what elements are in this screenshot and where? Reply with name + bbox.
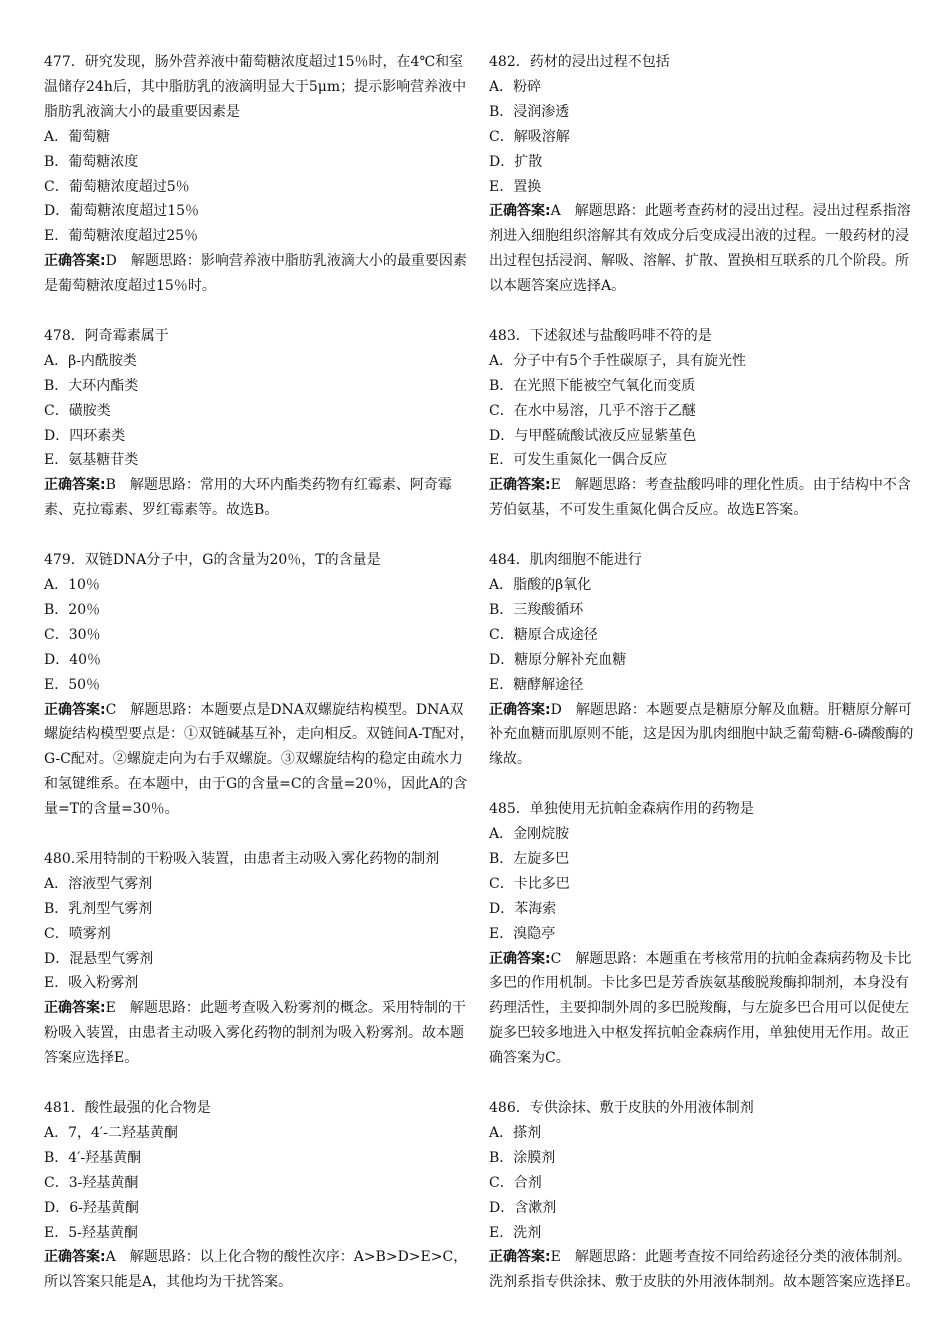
- option-d: D．扩散: [489, 153, 543, 170]
- option-e: E．5-羟基黄酮: [44, 1224, 138, 1241]
- option-e: E．葡萄糖浓度超过25％: [44, 228, 199, 245]
- option-e: E．溴隐亭: [489, 925, 556, 942]
- answer-explanation: [489, 947, 921, 1072]
- question-stem: 485．单独使用无抗帕金森病作用的药物是: [489, 801, 754, 818]
- answer-label: 正确答案:: [489, 1249, 551, 1266]
- option-a: A．金刚烷胺: [489, 826, 570, 843]
- question-stem: 477．研究发现，肠外营养液中葡萄糖浓度超过15％时，在4℃和室温储存24h后，其中脂肪乳的液滴明显大于5μm；提示影响营养液中脂肪乳液滴大小的最重要因素是: [44, 54, 467, 120]
- option-a: A．葡萄糖: [44, 128, 111, 145]
- answer-explanation: [489, 473, 921, 523]
- right-column: [489, 50, 921, 1295]
- answer-explanation: [489, 1245, 921, 1295]
- option-c: C．喷雾剂: [44, 925, 111, 942]
- answer-text: A 解题思路：以上化合物的酸性次序：A>B>D>E>C，所以答案只能是A，其他均为干扰答案。: [44, 1249, 468, 1291]
- question-479: [44, 548, 476, 822]
- option-c: C．3-羟基黄酮: [44, 1174, 139, 1191]
- answer-label: 正确答案:: [44, 701, 106, 718]
- option-b: B．三羧酸循环: [489, 601, 584, 618]
- option-b: B．在光照下能被空气氧化而变质: [489, 377, 696, 394]
- answer-label: 正确答案:: [489, 701, 551, 718]
- option-d: D．与甲醛硫酸试液反应显紫堇色: [489, 427, 697, 444]
- option-b: B．葡萄糖浓度: [44, 153, 139, 170]
- question-stem: 483．下述叙述与盐酸吗啡不符的是: [489, 327, 712, 344]
- option-b: B．涂膜剂: [489, 1149, 556, 1166]
- option-c: C．30％: [44, 626, 101, 643]
- option-e: E．氨基糖苷类: [44, 452, 139, 469]
- question-stem: 486．专供涂抹、敷于皮肤的外用液体制剂: [489, 1100, 754, 1116]
- option-a: A．β-内酰胺类: [44, 352, 137, 369]
- question-486: [489, 1096, 921, 1295]
- option-a: A．7，4′-二羟基黄酮: [44, 1124, 178, 1141]
- answer-explanation: [44, 996, 476, 1071]
- question-478: [44, 324, 476, 523]
- question-477: [44, 50, 476, 299]
- option-a: A．搽剂: [489, 1124, 542, 1141]
- option-d: D．40％: [44, 651, 102, 668]
- option-d: D．糖原分解补充血糖: [489, 651, 627, 668]
- answer-label: 正确答案:: [44, 253, 106, 270]
- option-b: B．乳剂型气雾剂: [44, 900, 153, 917]
- option-c: C．葡萄糖浓度超过5％: [44, 178, 190, 195]
- option-c: C．磺胺类: [44, 402, 111, 419]
- question-stem: 480.采用特制的干粉吸入装置，由患者主动吸入雾化药物的制剂: [44, 850, 440, 867]
- option-d: D．6-羟基黄酮: [44, 1199, 139, 1216]
- question-483: [489, 324, 921, 523]
- option-a: A．脂酸的β氧化: [489, 577, 592, 593]
- option-c: C．在水中易溶，几乎不溶于乙醚: [489, 402, 696, 419]
- answer-text: D 解题思路：影响营养液中脂肪乳液滴大小的最重要因素是葡萄糖浓度超过15％时。: [44, 253, 467, 295]
- option-c: C．糖原合成途径: [489, 626, 598, 643]
- answer-text: C 解题思路：本题要点是DNA双螺旋结构模型。DNA双螺旋结构模型要点是：①双链碱基互补，走向相反。双链间A-T配对，G-C配对。②螺旋走向为右手双螺旋。③双螺旋结构的稳定由疏水力和氢键维系。在本题中，由于G的含量=C的含量=20％，因此A的含量=T的含量=30％。: [44, 701, 474, 818]
- option-a: A．粉碎: [489, 78, 542, 95]
- option-e: E．糖酵解途径: [489, 676, 584, 693]
- answer-label: 正确答案:: [44, 1000, 106, 1017]
- question-stem: 479．双链DNA分子中，G的含量为20％，T的含量是: [44, 552, 381, 569]
- question-stem: 482．药材的浸出过程不包括: [489, 54, 670, 70]
- answer-label: 正确答案:: [44, 477, 106, 494]
- answer-explanation: [44, 249, 476, 299]
- option-c: C．合剂: [489, 1174, 542, 1191]
- option-c: C．卡比多巴: [489, 875, 570, 892]
- option-c: C．解吸溶解: [489, 128, 570, 145]
- answer-explanation: [489, 199, 921, 299]
- option-d: D．四环素类: [44, 427, 126, 444]
- option-e: E．50％: [44, 676, 101, 693]
- answer-label: 正确答案:: [489, 950, 551, 967]
- option-e: E．可发生重氮化一偶合反应: [489, 452, 668, 469]
- question-480: [44, 847, 476, 1071]
- option-d: D．苯海索: [489, 900, 557, 917]
- question-485: [489, 797, 921, 1071]
- option-b: B．左旋多巴: [489, 850, 570, 867]
- answer-label: 正确答案:: [44, 1249, 106, 1266]
- option-e: E．置换: [489, 178, 542, 195]
- answer-explanation: [44, 1245, 476, 1295]
- left-column: [44, 50, 476, 1295]
- answer-label: 正确答案:: [489, 477, 551, 494]
- option-b: B．浸润渗透: [489, 103, 570, 120]
- answer-label: 正确答案:: [489, 203, 551, 220]
- answer-text: A 解题思路：此题考查药材的浸出过程。浸出过程系指溶剂进入细胞组织溶解其有效成分后变成浸出液的过程。一般药材的浸出过程包括浸润、解吸、溶解、扩散、置换相互联系的几个阶段。所以本题答案应选择A。: [489, 203, 911, 295]
- option-a: A．10％: [44, 577, 100, 593]
- answer-text: E 解题思路：此题考查按不同给药途径分类的液体制剂。洗剂系指专供涂抹、敷于皮肤的外用液体制剂。故本题答案应选择E。: [489, 1249, 920, 1291]
- option-a: A．溶液型气雾剂: [44, 875, 153, 892]
- option-b: B．20％: [44, 601, 101, 618]
- option-d: D．混悬型气雾剂: [44, 950, 154, 967]
- answer-text: D 解题思路：本题要点是糖原分解及血糖。肝糖原分解可补充血糖而肌原则不能，这是因为肌肉细胞中缺乏葡萄糖-6-磷酸酶的缘故。: [489, 701, 914, 768]
- option-a: A．分子中有5个手性碳原子，具有旋光性: [489, 352, 747, 369]
- answer-explanation: [44, 698, 476, 823]
- question-482: [489, 50, 921, 299]
- question-481: [44, 1096, 476, 1295]
- question-stem: 481．酸性最强的化合物是: [44, 1100, 211, 1116]
- option-d: D．含漱剂: [489, 1199, 557, 1216]
- option-b: B．4′-羟基黄酮: [44, 1149, 142, 1166]
- question-stem: 484．肌肉细胞不能进行: [489, 552, 642, 569]
- answer-text: E 解题思路：此题考查吸入粉雾剂的概念。采用特制的干粉吸入装置，由患者主动吸入雾化药物的制剂为吸入粉雾剂。故本题答案应选择E。: [44, 1000, 466, 1067]
- option-d: D．葡萄糖浓度超过15％: [44, 203, 200, 220]
- question-484: [489, 548, 921, 772]
- answer-text: E 解题思路：考查盐酸吗啡的理化性质。由于结构中不含芳伯氨基，不可发生重氮化偶合反应。故选E答案。: [489, 477, 911, 519]
- answer-text: B 解题思路：常用的大环内酯类药物有红霉素、阿奇霉素、克拉霉素、罗红霉素等。故选B。: [44, 477, 452, 519]
- answer-explanation: [489, 698, 921, 773]
- option-b: B．大环内酯类: [44, 377, 139, 394]
- answer-text: C 解题思路：本题重在考核常用的抗帕金森病药物及卡比多巴的作用机制。卡比多巴是芳香族氨基酸脱羧酶抑制剂，本身没有药理活性，主要抑制外周的多巴脱羧酶，与左旋多巴合用可以促使左旋多巴较多地进入中枢发挥抗帕金森病作用，单独使用无作用。故正确答案为C。: [489, 950, 912, 1067]
- option-e: E．吸入粉雾剂: [44, 975, 139, 992]
- answer-explanation: [44, 473, 476, 523]
- question-stem: 478．阿奇霉素属于: [44, 327, 169, 344]
- option-e: E．洗剂: [489, 1224, 542, 1241]
